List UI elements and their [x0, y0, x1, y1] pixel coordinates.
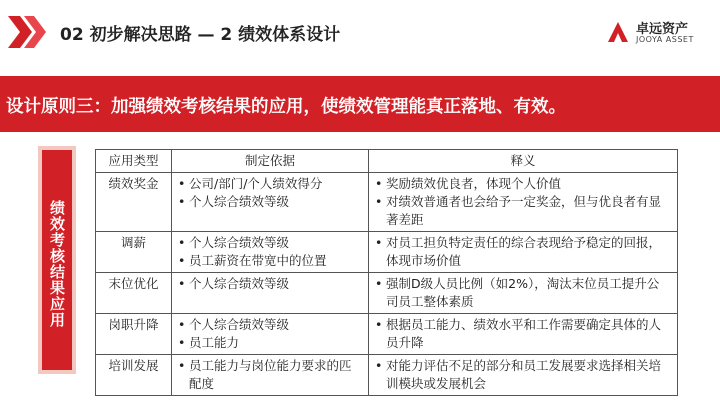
row-type: 岗职升降: [96, 314, 172, 355]
row-meaning: [369, 173, 678, 232]
principle-text: 设计原则三：加强绩效考核结果的应用，使绩效管理能真正落地、有效。: [6, 97, 566, 117]
meaning-item: • 奖励绩效优良者，体现个人价值: [375, 175, 671, 193]
table-header-row: [96, 150, 678, 173]
page-title: 02 初步解决思路 — 2 绩效体系设计: [60, 25, 341, 45]
side-label: [38, 146, 76, 374]
row-type: 调薪: [96, 232, 172, 273]
basis-item: • 员工能力与岗位能力要求的匹配度: [178, 357, 362, 393]
basis-item: • 个人综合绩效等级: [178, 316, 362, 334]
row-meaning: [369, 314, 678, 355]
principle-banner: [0, 76, 720, 132]
row-basis: [172, 273, 369, 314]
table-row: [96, 232, 678, 273]
meaning-item: • 强制D级人员比例（如2%），淘汰末位员工提升公司员工整体素质: [375, 275, 671, 311]
table-row: [96, 173, 678, 232]
table-row: [96, 314, 678, 355]
meaning-item: • 对员工担负特定责任的综合表现给予稳定的回报，体现市场价值: [375, 234, 671, 270]
basis-item: • 公司/部门/个人绩效得分: [178, 175, 362, 193]
row-type: 绩效奖金: [96, 173, 172, 232]
basis-item: • 个人综合绩效等级: [178, 234, 362, 252]
row-meaning: [369, 232, 678, 273]
table-row: [96, 273, 678, 314]
basis-item: • 个人综合绩效等级: [178, 193, 362, 211]
basis-item: • 员工薪资在带宽中的位置: [178, 252, 362, 270]
row-meaning: [369, 273, 678, 314]
jooya-logo-icon: [606, 20, 630, 44]
application-table: [95, 149, 678, 396]
row-meaning: [369, 355, 678, 396]
header-meaning: 释义: [369, 150, 678, 173]
row-basis: [172, 355, 369, 396]
meaning-item: • 对能力评估不足的部分和员工发展要求选择相关培训模块或发展机会: [375, 357, 671, 393]
row-basis: [172, 173, 369, 232]
side-label-text: 绩效考核结果应用: [48, 200, 66, 328]
company-logo: [606, 18, 710, 50]
row-type: 培训发展: [96, 355, 172, 396]
basis-item: • 个人综合绩效等级: [178, 275, 362, 293]
meaning-item: • 对绩效普通者也会给予一定奖金，但与优良者有显著差距: [375, 193, 671, 229]
header-basis: 制定依据: [172, 150, 369, 173]
meaning-item: • 根据员工能力、绩效水平和工作需要确定具体的人员升降: [375, 316, 671, 352]
logo-name-cn: 卓远资产: [636, 22, 689, 37]
row-basis: [172, 314, 369, 355]
red-chevrons-icon: [8, 16, 48, 48]
row-basis: [172, 232, 369, 273]
basis-item: • 员工能力: [178, 334, 362, 352]
slide-header: [0, 0, 720, 62]
row-type: 末位优化: [96, 273, 172, 314]
logo-name-en: JOOYA ASSET: [636, 35, 694, 44]
header-type: 应用类型: [96, 150, 172, 173]
table-row: [96, 355, 678, 396]
